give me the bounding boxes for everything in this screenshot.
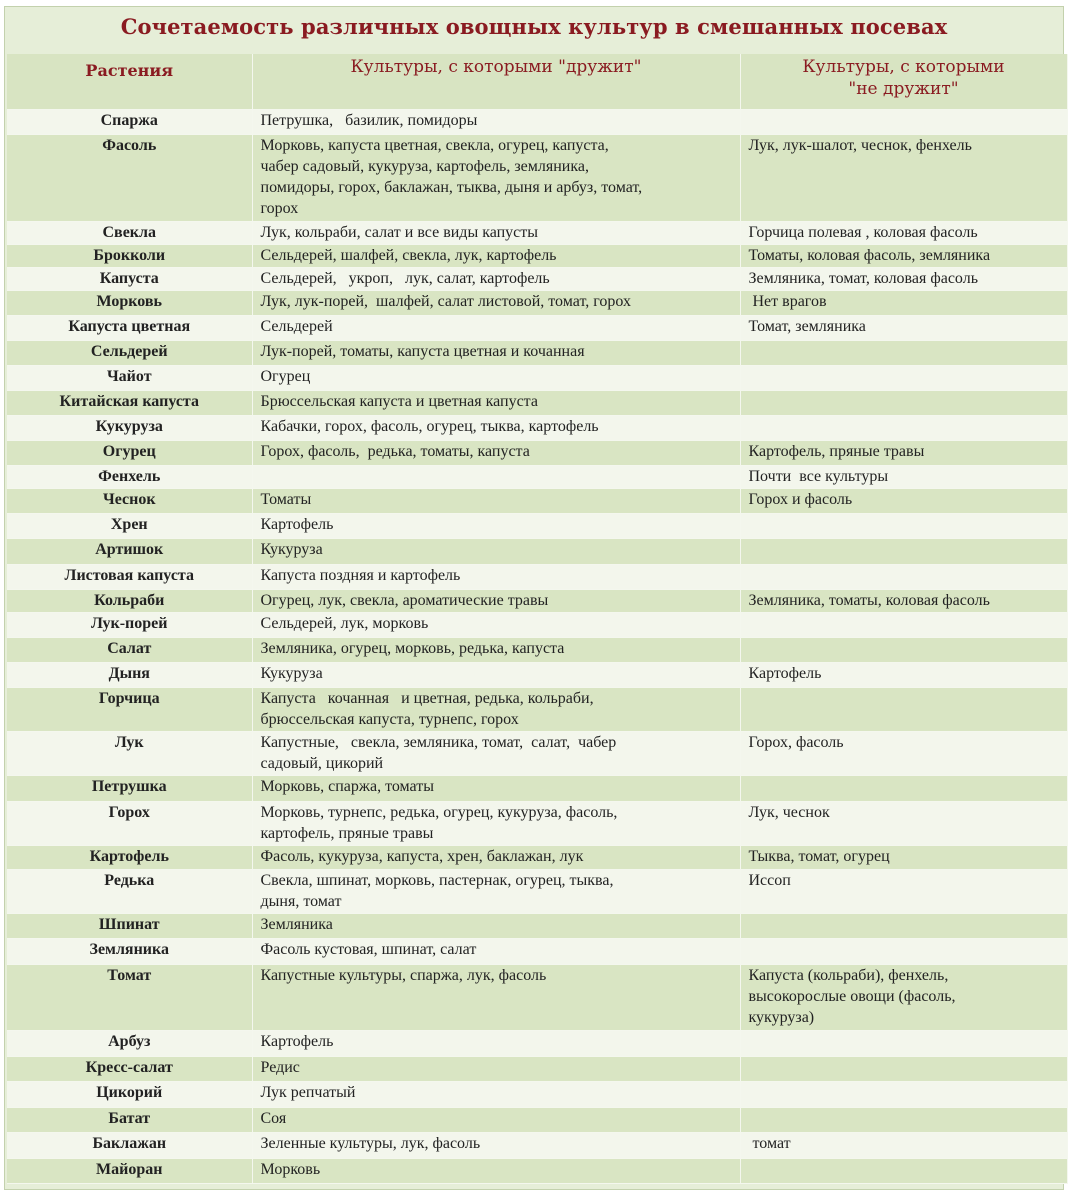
- plant-name-cell: Шпинат: [7, 913, 252, 938]
- table-row: [7, 1056, 1067, 1081]
- friends-text: Фасоль кустовая, шпинат, салат: [260, 940, 477, 958]
- table-row: [7, 290, 1067, 315]
- friends-cell: [252, 845, 740, 869]
- table-row: [7, 845, 1067, 869]
- friends-text: Соя: [260, 1109, 287, 1127]
- enemies-text: Горчица полевая , коловая фасоль: [748, 223, 978, 241]
- table-row: [7, 390, 1067, 415]
- plant-name-cell: Артишок: [7, 538, 252, 564]
- friends-cell: [252, 612, 740, 637]
- friends-cell: [252, 538, 740, 564]
- friends-cell: [252, 913, 740, 938]
- enemies-cell: [740, 513, 1067, 538]
- plant-name-cell: Салат: [7, 637, 252, 662]
- enemies-cell: [740, 687, 1067, 731]
- enemies-cell: [740, 1158, 1067, 1183]
- enemies-cell: [740, 315, 1067, 340]
- friends-text: Картофель: [260, 1032, 334, 1050]
- friends-text: Морковь: [260, 1160, 321, 1178]
- enemies-cell: [740, 869, 1067, 913]
- table-row: [7, 109, 1067, 134]
- plant-name-cell: Дыня: [7, 662, 252, 687]
- enemies-cell: [740, 637, 1067, 662]
- table-row: [7, 134, 1067, 221]
- friends-text: Огурец, лук, свекла, ароматические травы: [260, 591, 549, 609]
- table-row: [7, 964, 1067, 1030]
- enemies-cell: [740, 589, 1067, 612]
- enemies-text: Томат, земляника: [748, 317, 866, 335]
- enemies-cell: [740, 109, 1067, 134]
- table-row: [7, 775, 1067, 801]
- friends-text: Капуста поздняя и картофель: [260, 566, 461, 584]
- friends-cell: [252, 869, 740, 913]
- enemies-text: Лук, чеснок: [748, 803, 830, 821]
- enemies-cell: [740, 913, 1067, 938]
- plant-name-cell: Картофель: [7, 845, 252, 869]
- enemies-text: Томаты, коловая фасоль, земляника: [748, 246, 991, 264]
- plant-name-cell: Кукуруза: [7, 415, 252, 440]
- plant-name-cell: Брокколи: [7, 244, 252, 267]
- friends-cell: [252, 801, 740, 845]
- friends-cell: [252, 731, 740, 775]
- enemies-cell: [740, 612, 1067, 637]
- plant-name-cell: Земляника: [7, 938, 252, 964]
- plant-name-cell: Арбуз: [7, 1030, 252, 1056]
- friends-cell: [252, 1030, 740, 1056]
- friends-text: Кабачки, горох, фасоль, огурец, тыква, картофель: [260, 417, 599, 435]
- friends-text: Лук репчатый: [260, 1083, 356, 1101]
- friends-text: Сельдерей, лук, морковь: [260, 614, 429, 632]
- table-row: [7, 1158, 1067, 1183]
- enemies-cell: [740, 267, 1067, 290]
- enemies-cell: [740, 365, 1067, 390]
- enemies-cell: [740, 1030, 1067, 1056]
- enemies-text: Горох и фасоль: [748, 490, 853, 508]
- friends-text: Земляника: [260, 915, 333, 933]
- enemies-cell: [740, 440, 1067, 465]
- enemies-cell: [740, 415, 1067, 440]
- enemies-cell: [740, 488, 1067, 513]
- enemies-cell: [740, 290, 1067, 315]
- table-row: [7, 538, 1067, 564]
- enemies-cell: [740, 340, 1067, 365]
- friends-text: Кукуруза: [260, 540, 323, 558]
- table-row: [7, 731, 1067, 775]
- enemies-text: Капуста (кольраби), фенхель, высокорослые овощи (фасоль, кукуруза): [748, 966, 956, 1026]
- friends-cell: [252, 1132, 740, 1158]
- enemies-cell: [740, 465, 1067, 488]
- friends-text: Зеленные культуры, лук, фасоль: [260, 1134, 481, 1152]
- enemies-cell: [740, 964, 1067, 1030]
- header-plants: Растения: [7, 54, 252, 109]
- plant-name-cell: Китайская капуста: [7, 390, 252, 415]
- friends-cell: [252, 687, 740, 731]
- table-row: [7, 869, 1067, 913]
- friends-cell: [252, 109, 740, 134]
- friends-text: Томаты: [260, 490, 312, 508]
- page-title: Сочетаемость различных овощных культур в смешанных посевах: [120, 14, 948, 39]
- plant-name-cell: Лук-порей: [7, 612, 252, 637]
- plant-name-cell: Петрушка: [7, 775, 252, 801]
- plant-name-cell: Томат: [7, 964, 252, 1030]
- enemies-text: Земляника, томат, коловая фасоль: [748, 269, 978, 287]
- plant-name-cell: Горох: [7, 801, 252, 845]
- enemies-text: Земляника, томаты, коловая фасоль: [748, 591, 990, 609]
- plant-name-cell: Лук: [7, 731, 252, 775]
- table-row: [7, 637, 1067, 662]
- friends-cell: [252, 564, 740, 589]
- enemies-cell: [740, 538, 1067, 564]
- enemies-cell: [740, 731, 1067, 775]
- table-row: [7, 687, 1067, 731]
- plant-name-cell: Майоран: [7, 1158, 252, 1183]
- friends-text: Фасоль, кукуруза, капуста, хрен, баклажан, лук: [260, 847, 584, 865]
- plant-name-cell: Спаржа: [7, 109, 252, 134]
- table-row: [7, 938, 1067, 964]
- friends-cell: [252, 365, 740, 390]
- friends-cell: [252, 221, 740, 244]
- enemies-cell: [740, 1107, 1067, 1132]
- table-row: [7, 267, 1067, 290]
- enemies-text: Тыква, томат, огурец: [748, 847, 890, 865]
- enemies-cell: [740, 1081, 1067, 1107]
- table-row: [7, 564, 1067, 589]
- plant-name-cell: Баклажан: [7, 1132, 252, 1158]
- plant-name-cell: Морковь: [7, 290, 252, 315]
- enemies-text: Горох, фасоль: [748, 733, 844, 751]
- friends-text: Кукуруза: [260, 664, 323, 682]
- enemies-cell: [740, 801, 1067, 845]
- friends-text: Картофель: [260, 515, 334, 533]
- plant-name-cell: Фасоль: [7, 134, 252, 221]
- enemies-cell: [740, 845, 1067, 869]
- table-row: [7, 365, 1067, 390]
- table-row: [7, 415, 1067, 440]
- table-row: [7, 221, 1067, 244]
- friends-cell: [252, 1081, 740, 1107]
- friends-text: Горох, фасоль, редька, томаты, капуста: [260, 442, 530, 460]
- friends-cell: [252, 1056, 740, 1081]
- plant-name-cell: Сельдерей: [7, 340, 252, 365]
- friends-text: Капуста кочанная и цветная, редька, кольраби, брюссельская капуста, турнепс, горох: [260, 689, 594, 728]
- enemies-text: Иссоп: [748, 871, 791, 889]
- enemies-text: Картофель: [748, 664, 822, 682]
- friends-cell: [252, 134, 740, 221]
- enemies-cell: [740, 134, 1067, 221]
- friends-text: Редис: [260, 1058, 300, 1076]
- friends-cell: [252, 290, 740, 315]
- enemies-cell: [740, 564, 1067, 589]
- friends-cell: [252, 340, 740, 365]
- enemies-text: томат: [748, 1134, 791, 1152]
- enemies-cell: [740, 244, 1067, 267]
- friends-cell: [252, 1158, 740, 1183]
- friends-text: Капустные, свекла, земляника, томат, салат, чабер садовый, цикорий: [260, 733, 617, 772]
- plant-name-cell: Чеснок: [7, 488, 252, 513]
- friends-cell: [252, 415, 740, 440]
- plant-name-cell: Фенхель: [7, 465, 252, 488]
- enemies-cell: [740, 662, 1067, 687]
- enemies-text: Лук, лук-шалот, чеснок, фенхель: [748, 136, 972, 154]
- enemies-text: Картофель, пряные травы: [748, 442, 925, 460]
- table-row: [7, 513, 1067, 538]
- friends-text: Сельдерей, укроп, лук, салат, картофель: [260, 269, 550, 287]
- table-row: [7, 662, 1067, 687]
- friends-cell: [252, 964, 740, 1030]
- table-row: [7, 1107, 1067, 1132]
- friends-cell: [252, 267, 740, 290]
- friends-cell: [252, 315, 740, 340]
- plant-name-cell: Огурец: [7, 440, 252, 465]
- friends-cell: [252, 775, 740, 801]
- plant-name-cell: Цикорий: [7, 1081, 252, 1107]
- plant-name-cell: Кресс-салат: [7, 1056, 252, 1081]
- plant-name-cell: Листовая капуста: [7, 564, 252, 589]
- friends-text: Брюссельская капуста и цветная капуста: [260, 392, 538, 410]
- header-friends: Культуры, с которыми "дружит": [252, 54, 740, 109]
- plant-name-cell: Редька: [7, 869, 252, 913]
- table-row: [7, 1030, 1067, 1056]
- plant-name-cell: Кольраби: [7, 589, 252, 612]
- table-row: [7, 589, 1067, 612]
- friends-text: Земляника, огурец, морковь, редька, капуста: [260, 639, 565, 657]
- friends-text: Лук, лук-порей, шалфей, салат листовой, томат, горох: [260, 292, 631, 310]
- plant-name-cell: Хрен: [7, 513, 252, 538]
- table-row: [7, 612, 1067, 637]
- header-enemies-text: Культуры, с которыми "не дружит": [802, 57, 1005, 99]
- plant-name-cell: Капуста: [7, 267, 252, 290]
- plant-name-cell: Свекла: [7, 221, 252, 244]
- friends-cell: [252, 465, 740, 488]
- friends-cell: [252, 244, 740, 267]
- table-row: [7, 315, 1067, 340]
- friends-text: Морковь, турнепс, редька, огурец, кукуруза, фасоль, картофель, пряные травы: [260, 803, 618, 842]
- enemies-cell: [740, 938, 1067, 964]
- friends-cell: [252, 513, 740, 538]
- friends-text: Сельдерей: [260, 317, 333, 335]
- table-row: [7, 340, 1067, 365]
- compatibility-table-frame: [4, 6, 1064, 1190]
- table-row: [7, 440, 1067, 465]
- friends-cell: [252, 440, 740, 465]
- enemies-cell: [740, 221, 1067, 244]
- table-row: [7, 1132, 1067, 1158]
- friends-text: Морковь, капуста цветная, свекла, огурец, капуста, чабер садовый, кукуруза, картофель, земляника, помидоры, горох, баклажан, тыква, дыня и арбуз, томат, горох: [260, 136, 643, 217]
- header-enemies: [740, 54, 1067, 109]
- friends-text: Морковь, спаржа, томаты: [260, 777, 434, 795]
- friends-cell: [252, 488, 740, 513]
- enemies-cell: [740, 1132, 1067, 1158]
- friends-text: Петрушка, базилик, помидоры: [260, 111, 478, 129]
- friends-text: Лук, кольраби, салат и все виды капусты: [260, 223, 539, 241]
- friends-text: Лук-порей, томаты, капуста цветная и кочанная: [260, 342, 585, 360]
- friends-cell: [252, 589, 740, 612]
- enemies-cell: [740, 1056, 1067, 1081]
- friends-text: Свекла, шпинат, морковь, пастернак, огурец, тыква, дыня, томат: [260, 871, 614, 910]
- plant-name-cell: Капуста цветная: [7, 315, 252, 340]
- table-header-row: [7, 54, 1067, 109]
- table-row: [7, 913, 1067, 938]
- friends-cell: [252, 637, 740, 662]
- enemies-cell: [740, 390, 1067, 415]
- friends-cell: [252, 938, 740, 964]
- table-row: [7, 465, 1067, 488]
- plant-name-cell: Горчица: [7, 687, 252, 731]
- plant-name-cell: Чайот: [7, 365, 252, 390]
- table-row: [7, 244, 1067, 267]
- compatibility-table: [7, 54, 1068, 1184]
- friends-cell: [252, 390, 740, 415]
- enemies-text: Нет врагов: [748, 292, 827, 310]
- friends-text: Капустные культуры, спаржа, лук, фасоль: [260, 966, 547, 984]
- friends-cell: [252, 1107, 740, 1132]
- table-row: [7, 488, 1067, 513]
- friends-cell: [252, 662, 740, 687]
- table-row: [7, 801, 1067, 845]
- friends-text: Сельдерей, шалфей, свекла, лук, картофель: [260, 246, 557, 264]
- enemies-text: Почти все культуры: [748, 467, 889, 485]
- enemies-cell: [740, 775, 1067, 801]
- table-row: [7, 1081, 1067, 1107]
- friends-text: Огурец: [260, 367, 311, 385]
- plant-name-cell: Батат: [7, 1107, 252, 1132]
